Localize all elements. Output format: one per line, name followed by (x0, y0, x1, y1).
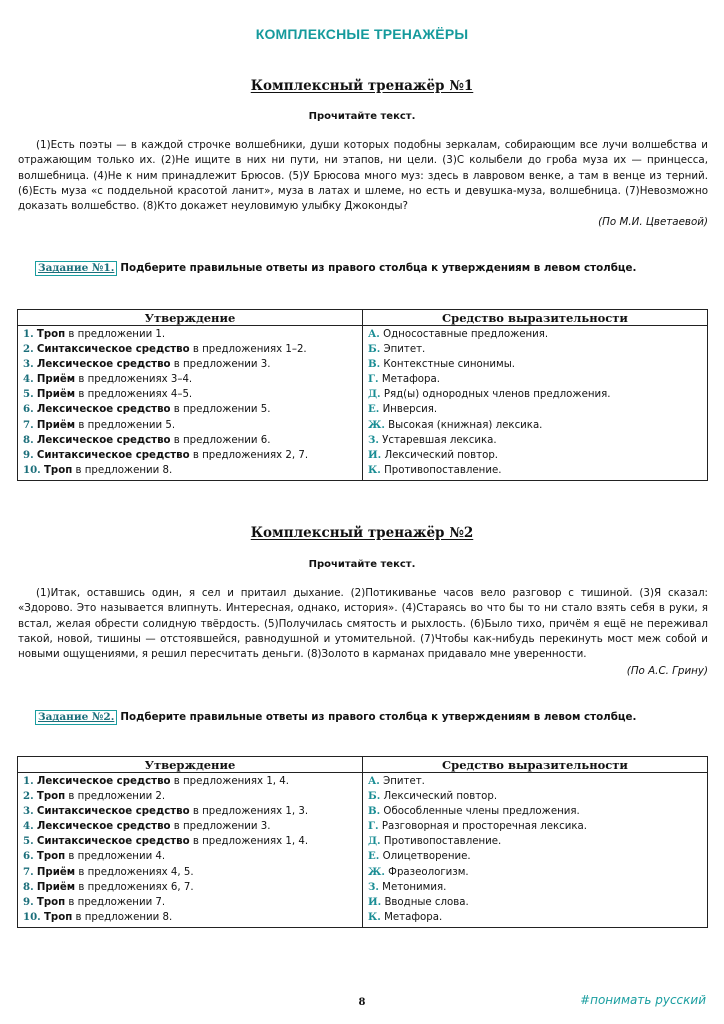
means-text: Лексический повтор. (384, 449, 499, 461)
statement-text: в предложении 6. (170, 434, 271, 446)
statement-text: в предложениях 1, 4. (189, 836, 309, 848)
means-letter: З. (368, 433, 379, 446)
means-item (368, 819, 707, 834)
task-text: Подберите правильные ответы из правого столбца к утверждениям в левом столбце. (120, 262, 637, 274)
statement-text: в предложении 3. (170, 359, 271, 371)
means-text: Обособленные члены предложения. (383, 806, 580, 818)
statement-term: Синтаксическое средство (36, 344, 190, 356)
means-item (368, 865, 707, 880)
statement-term: Приём (36, 374, 76, 386)
statement-term: Синтаксическое средство (36, 449, 190, 461)
means-text: Устаревшая лексика. (382, 434, 497, 446)
means-item (368, 342, 707, 357)
statement-text: в предложениях 1–2. (189, 344, 307, 356)
means-text: Метафора. (384, 911, 443, 923)
section-2-attribution: (По А.С. Грину) (626, 665, 708, 677)
means-item (368, 433, 707, 448)
statement-term: Лексическое средство (36, 434, 171, 446)
statement-number: 7. (23, 865, 34, 878)
column-header-means: Средство выразительности (363, 310, 708, 326)
section-1-attribution: (По М.И. Цветаевой) (598, 216, 708, 228)
means-text: Ряд(ы) однородных членов предложения. (383, 389, 611, 401)
means-item (368, 463, 707, 478)
statement-term: Приём (36, 866, 76, 878)
section-2-text: (1)Итак, оставшись один, я сел и притаил дыхание. (2)Потикиванье часов вело разговор с тишиной. (3)Я сказал: «Здорово. Это называется влипнуть. Интересная, однако, история». (4)Стараясь во что бы то ни стало взять себя в руки, я встал, желая обрести солидную твёрдость. (5)Получилась смятость и рыхлость. (6)Было тихо, причём я ещё не переживал такой, новой, тишины — отстоявшейся, равнодушной и утомительной. (7)Чтобы как-нибудь перекинуть мост меж собой и новыми ощущениями, я решил пересчитать деньги. (8)Золото в карманах придавало мне уверенности. (18, 587, 708, 661)
statement-term: Лексическое средство (36, 776, 171, 787)
means-letter: Б. (368, 790, 381, 803)
means-item (368, 418, 707, 433)
statement-term: Приём (36, 881, 76, 893)
statement-text: в предложении 7. (65, 896, 166, 908)
statement-text: в предложении 4. (65, 851, 166, 863)
statement-term: Лексическое средство (36, 404, 171, 416)
statement-text: в предложениях 6, 7. (75, 881, 194, 893)
task-badge: Задание №2. (35, 710, 117, 725)
statement-number: 2. (23, 790, 34, 803)
column-header-means: Средство выразительности (363, 757, 708, 773)
statement-number: 1. (23, 775, 34, 787)
statement-term: Приём (36, 419, 76, 431)
statement-term: Синтаксическое средство (36, 836, 190, 848)
means-text: Односоставные предложения. (383, 329, 549, 340)
statement-number: 5. (23, 388, 34, 401)
statement-number: 6. (23, 403, 34, 416)
statement-text: в предложениях 1, 3. (189, 806, 309, 818)
page-number: 8 (358, 997, 366, 1008)
statement-item (23, 433, 362, 448)
statement-text: в предложениях 2, 7. (189, 449, 309, 461)
means-letter: Д. (368, 388, 381, 401)
means-column (363, 326, 708, 481)
section-1-text: (1)Есть поэты — в каждой строчке волшебники, души которых подобны зеркалам, собирающим все лучи волшебства и отражающим только их. (2)Не ищите в них ни пути, ни этапов, ни цели. (3)С колыбели до гроба муза их — принцесса, волшебница. (4)Не к ним принадлежит Брюсов. (5)У Брюсова много муз: здесь в лавровом венке, а там в венце из терний. (6)Есть муза «с поддельной красотой ланит», муза в латах и шлеме, но есть и девушка-муза, волшебница. (7)Невозможно доказать волшебство. (8)Кто докажет неуловимую улыбку Джоконды? (18, 139, 708, 213)
section-2-matching-table (17, 756, 708, 928)
means-text: Эпитет. (383, 776, 425, 787)
statement-text: в предложении 1. (65, 329, 166, 340)
means-letter: Ж. (368, 865, 385, 878)
means-text: Метонимия. (382, 881, 447, 893)
means-item (368, 387, 707, 402)
means-text: Высокая (книжная) лексика. (388, 419, 543, 431)
means-letter: Ж. (368, 418, 385, 431)
section-1-read-label: Прочитайте текст. (308, 111, 416, 122)
means-item (368, 849, 707, 864)
statements-column (18, 326, 363, 481)
statement-number: 9. (23, 448, 34, 461)
statement-text: в предложениях 1, 4. (170, 776, 289, 787)
statement-item (23, 463, 362, 478)
statements-column (18, 773, 363, 928)
means-text: Фразеологизм. (388, 866, 469, 878)
means-letter: З. (368, 880, 379, 893)
statement-item (23, 418, 362, 433)
statement-item (23, 402, 362, 417)
statement-term: Троп (36, 896, 66, 908)
statement-number: 6. (23, 850, 34, 863)
means-letter: Б. (368, 343, 381, 356)
statement-item (23, 895, 362, 910)
page-title: КОМПЛЕКСНЫЕ ТРЕНАЖЁРЫ (255, 26, 469, 42)
means-letter: Д. (368, 835, 381, 848)
statement-term: Троп (43, 911, 73, 923)
means-text: Противопоставление. (384, 464, 502, 476)
means-item (368, 448, 707, 463)
statement-item (23, 804, 362, 819)
statement-text: в предложении 8. (72, 911, 173, 923)
means-item (368, 774, 707, 789)
means-letter: И. (368, 895, 382, 908)
means-text: Лексический повтор. (383, 791, 498, 803)
statement-item (23, 910, 362, 925)
task-badge: Задание №1. (35, 261, 117, 276)
means-letter: А. (368, 775, 380, 787)
means-item (368, 402, 707, 417)
section-2-read-label: Прочитайте текст. (308, 559, 416, 570)
statement-number: 3. (23, 805, 34, 818)
statement-item (23, 372, 362, 387)
statement-number: 10. (23, 910, 41, 923)
means-item (368, 789, 707, 804)
statement-text: в предложении 5. (75, 419, 176, 431)
statement-number: 7. (23, 418, 34, 431)
statement-number: 4. (23, 373, 34, 386)
column-header-statement: Утверждение (18, 757, 363, 773)
means-letter: Е. (368, 403, 380, 416)
means-text: Метафора. (381, 374, 440, 386)
statement-item (23, 357, 362, 372)
section-2-title: Комплексный тренажёр №2 (250, 525, 474, 541)
statement-text: в предложении 2. (65, 791, 166, 803)
section-1-task (35, 261, 715, 276)
statement-item (23, 865, 362, 880)
section-1-matching-table (17, 309, 708, 481)
means-letter: В. (368, 358, 381, 371)
means-letter: В. (368, 805, 381, 818)
means-item (368, 327, 707, 342)
means-column (363, 773, 708, 928)
statement-number: 8. (23, 880, 34, 893)
means-item (368, 372, 707, 387)
section-2-task (35, 710, 715, 725)
statement-text: в предложениях 3–4. (75, 374, 193, 386)
statement-item (23, 387, 362, 402)
statement-item (23, 342, 362, 357)
statement-term: Троп (43, 464, 73, 476)
means-text: Разговорная и просторечная лексика. (381, 821, 588, 833)
section-1-title: Комплексный тренажёр №1 (250, 78, 474, 94)
means-letter: И. (368, 448, 382, 461)
means-text: Олицетворение. (382, 851, 471, 863)
means-item (368, 804, 707, 819)
statement-item (23, 819, 362, 834)
statement-term: Синтаксическое средство (36, 806, 190, 818)
means-item (368, 880, 707, 895)
statement-text: в предложениях 4–5. (75, 389, 193, 401)
statement-item (23, 849, 362, 864)
statement-number: 10. (23, 463, 41, 476)
means-letter: К. (368, 463, 381, 476)
means-item (368, 834, 707, 849)
statement-item (23, 789, 362, 804)
means-letter: А. (368, 328, 380, 340)
means-letter: Г. (368, 373, 379, 386)
statement-text: в предложениях 4, 5. (75, 866, 194, 878)
means-text: Вводные слова. (384, 896, 469, 908)
means-text: Инверсия. (382, 404, 438, 416)
means-item (368, 910, 707, 925)
means-text: Эпитет. (383, 344, 426, 356)
statement-item (23, 880, 362, 895)
statement-number: 4. (23, 820, 34, 833)
statement-term: Лексическое средство (36, 359, 171, 371)
means-letter: К. (368, 910, 381, 923)
means-letter: Г. (368, 820, 379, 833)
statement-number: 3. (23, 358, 34, 371)
statement-item (23, 774, 362, 789)
task-text: Подберите правильные ответы из правого столбца к утверждениям в левом столбце. (120, 711, 637, 723)
footer-hashtag: #понимать русский (580, 993, 706, 1007)
statement-term: Приём (36, 389, 76, 401)
means-text: Противопоставление. (383, 836, 502, 848)
statement-number: 2. (23, 343, 34, 356)
statement-text: в предложении 3. (170, 821, 271, 833)
means-item (368, 357, 707, 372)
statement-number: 1. (23, 328, 34, 340)
statement-term: Троп (36, 791, 66, 803)
means-letter: Е. (368, 850, 380, 863)
means-text: Контекстные синонимы. (383, 359, 516, 371)
statement-term: Лексическое средство (36, 821, 171, 833)
statement-item (23, 327, 362, 342)
statement-number: 9. (23, 895, 34, 908)
statement-term: Троп (36, 329, 66, 340)
statement-number: 8. (23, 433, 34, 446)
statement-text: в предложении 5. (170, 404, 271, 416)
statement-text: в предложении 8. (72, 464, 173, 476)
statement-term: Троп (36, 851, 66, 863)
statement-number: 5. (23, 835, 34, 848)
column-header-statement: Утверждение (18, 310, 363, 326)
statement-item (23, 448, 362, 463)
statement-item (23, 834, 362, 849)
means-item (368, 895, 707, 910)
